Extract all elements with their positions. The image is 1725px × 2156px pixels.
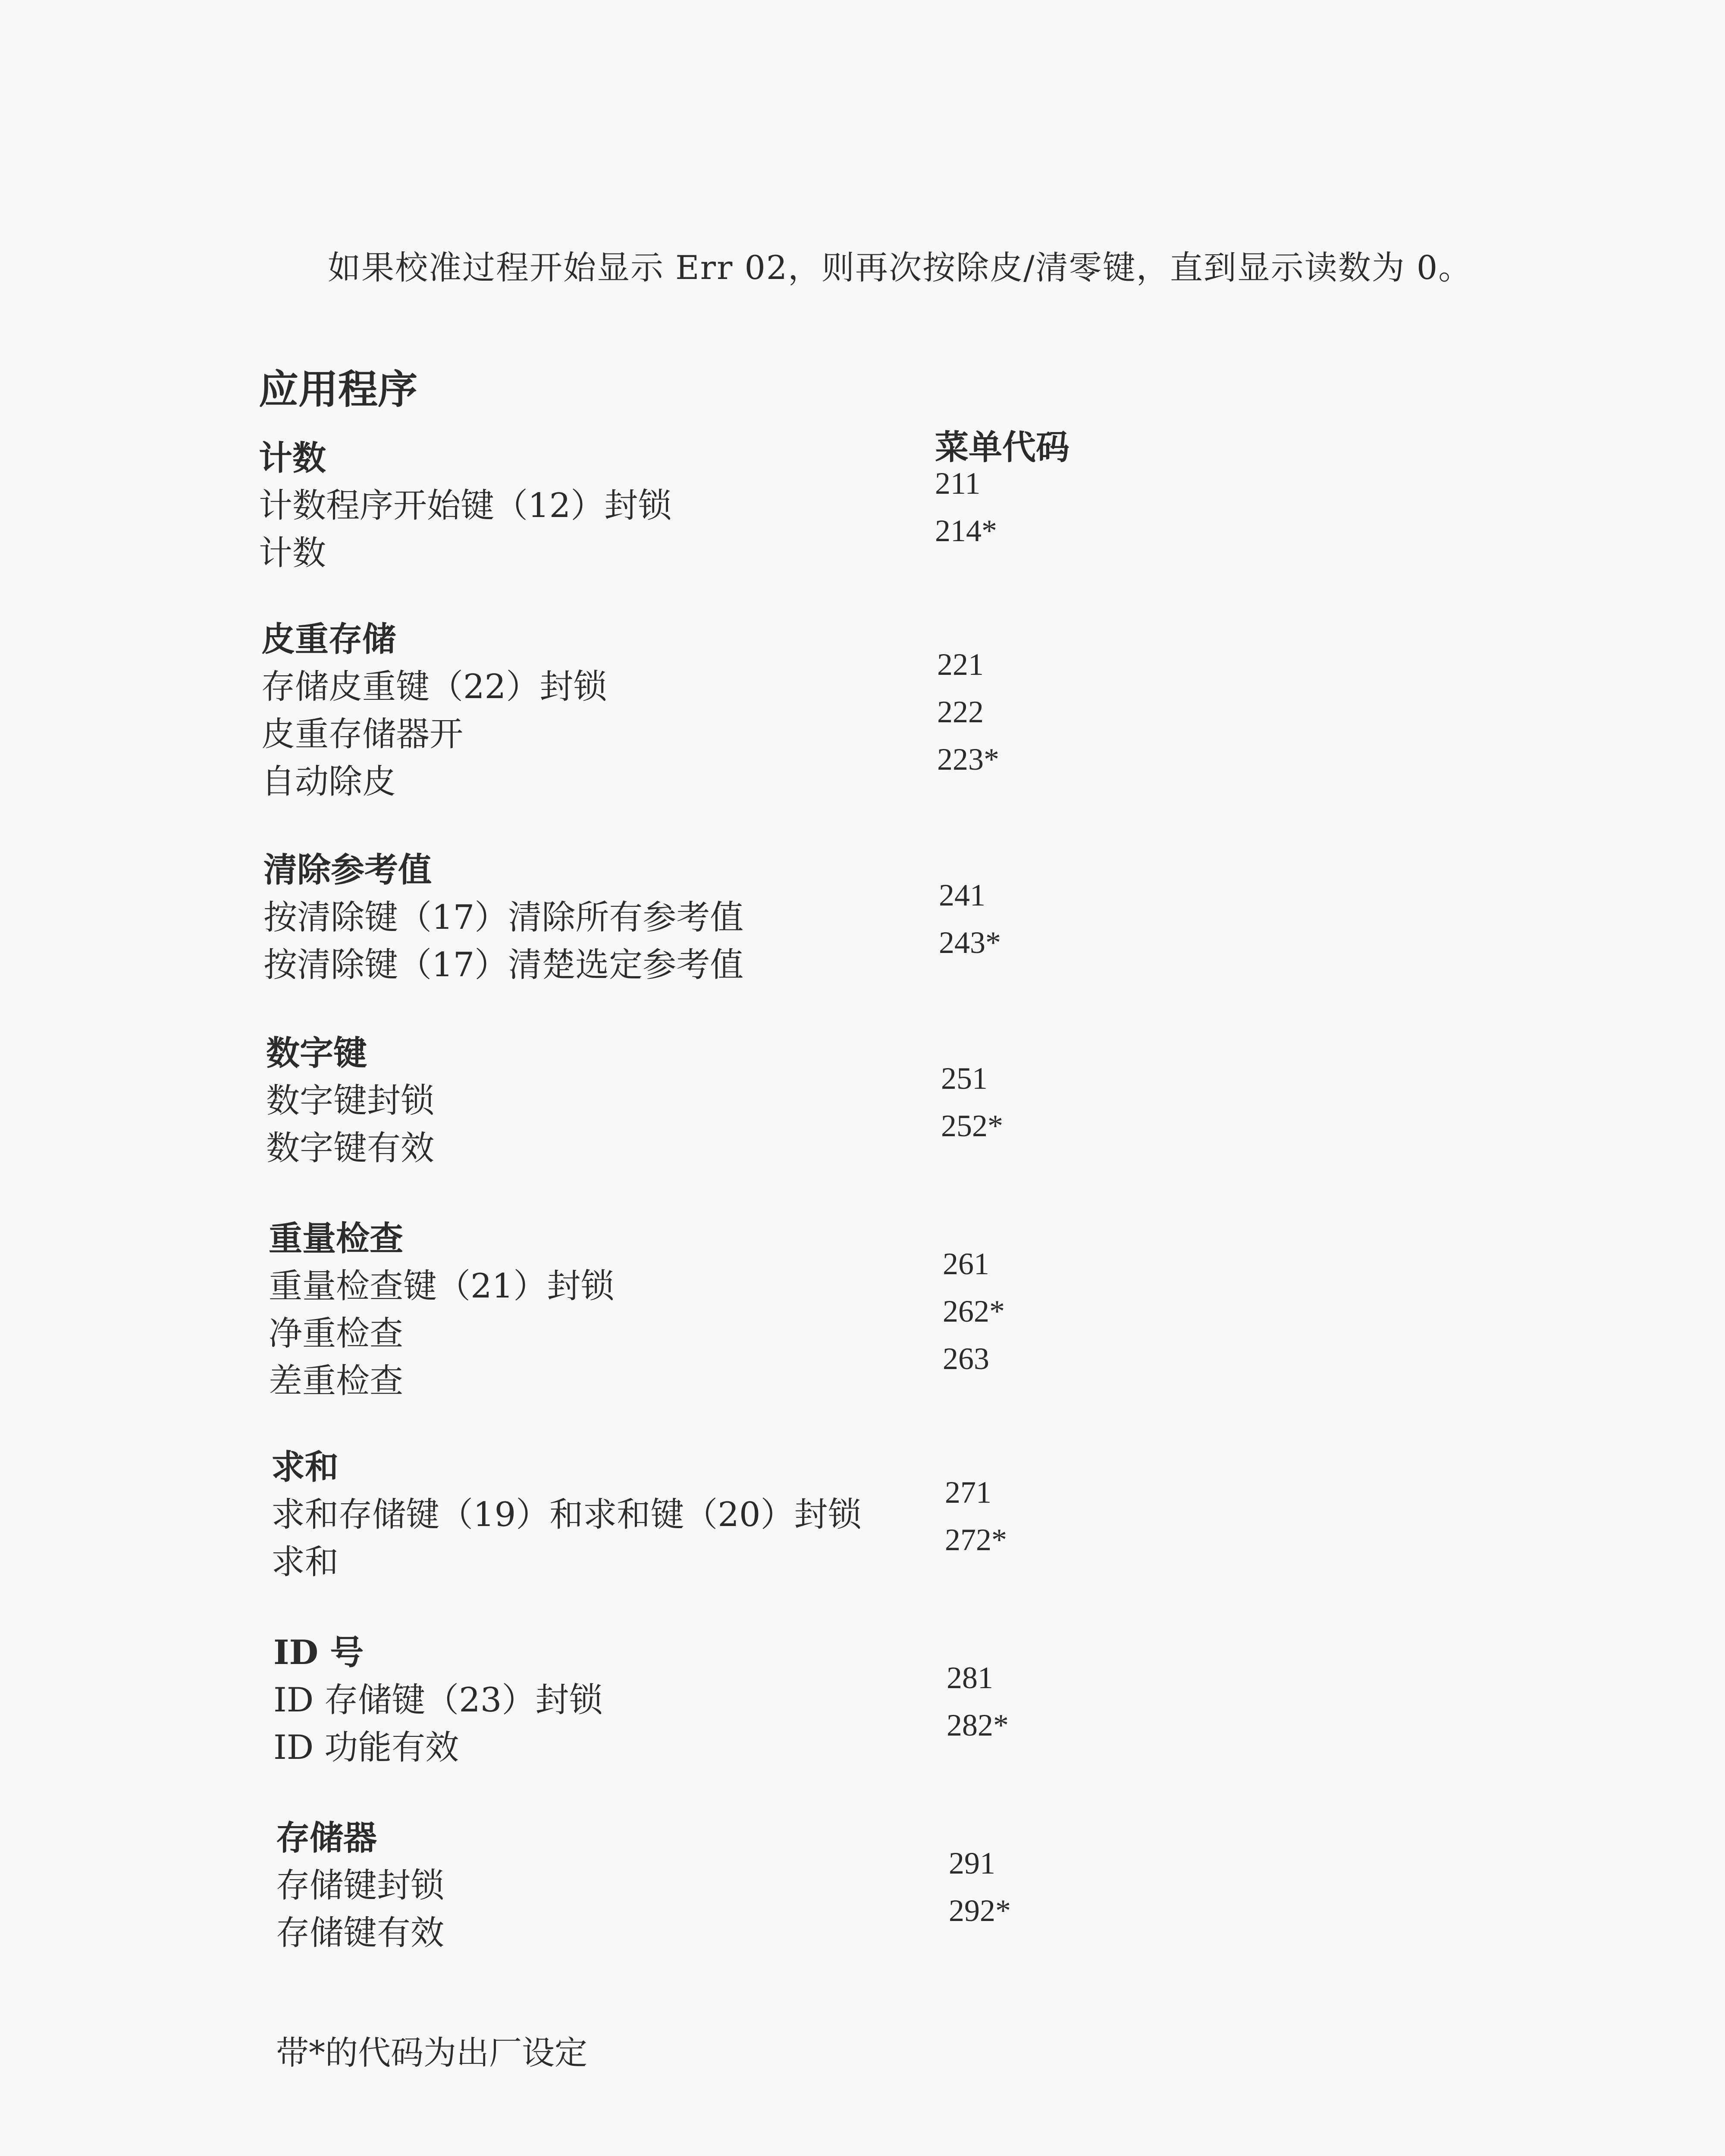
menu-item-label: 存储键有效 (276, 1914, 445, 1952)
section-title: 应用程序 (259, 366, 418, 413)
menu-item-code: 241 (939, 878, 985, 912)
menu-item-label: 存储皮重键（22）封锁 (261, 667, 607, 706)
menu-item-label: 净重检查 (269, 1314, 404, 1353)
menu-item-label: 计数程序开始键（12）封锁 (259, 486, 672, 525)
menu-item-code: 221 (937, 647, 984, 682)
menu-item-label: ID 存储键（23）封锁 (273, 1681, 603, 1720)
menu-item-label: 皮重存储器开 (261, 715, 464, 754)
menu-item-code: 222 (937, 695, 984, 729)
menu-item-label: 计数 (259, 534, 326, 573)
menu-code-header: 菜单代码 (935, 428, 1070, 467)
menu-item-code: 251 (941, 1061, 988, 1096)
menu-item-code: 243* (939, 925, 1001, 960)
menu-item-code: 282* (947, 1708, 1009, 1742)
menu-item-code: 252* (941, 1109, 1003, 1143)
menu-item-code: 292* (949, 1893, 1011, 1928)
menu-item-label: 数字键有效 (266, 1129, 435, 1168)
menu-item-code: 214* (935, 514, 997, 548)
group-title: 皮重存储 (261, 620, 396, 659)
intro-paragraph: 如果校准过程开始显示 Err 02，则再次按除皮/清零键，直到显示读数为 0。 (328, 248, 1472, 287)
menu-item-label: 求和存储键（19）和求和键（20）封锁 (271, 1495, 862, 1534)
menu-item-code: 261 (943, 1247, 989, 1281)
group-title: 存储器 (276, 1818, 377, 1858)
menu-item-code: 291 (949, 1846, 995, 1880)
menu-item-code: 263 (943, 1341, 989, 1376)
group-title: 数字键 (266, 1034, 367, 1073)
group-title: 清除参考值 (263, 850, 432, 890)
footnote: 带*的代码为出厂设定 (276, 2034, 587, 2072)
menu-item-code: 271 (945, 1475, 991, 1510)
menu-item-label: 差重检查 (269, 1362, 404, 1401)
menu-item-label: ID 功能有效 (273, 1728, 459, 1767)
menu-item-label: 存储键封锁 (276, 1866, 445, 1905)
group-title: 重量检查 (269, 1219, 404, 1258)
menu-item-code: 281 (947, 1661, 993, 1695)
menu-item-code: 211 (935, 466, 981, 501)
menu-item-label: 求和 (271, 1543, 339, 1582)
menu-item-code: 272* (945, 1523, 1007, 1557)
menu-item-code: 262* (943, 1294, 1005, 1329)
menu-item-label: 数字键封锁 (266, 1081, 435, 1120)
menu-item-label: 按清除键（17）清楚选定参考值 (263, 946, 744, 984)
group-title: 计数 (259, 439, 326, 478)
menu-item-code: 223* (937, 742, 999, 777)
group-title: ID 号 (273, 1633, 364, 1672)
group-title: 求和 (271, 1448, 339, 1487)
menu-item-label: 按清除键（17）清除所有参考值 (263, 898, 744, 937)
menu-item-label: 重量检查键（21）封锁 (269, 1267, 615, 1306)
menu-item-label: 自动除皮 (261, 762, 396, 801)
